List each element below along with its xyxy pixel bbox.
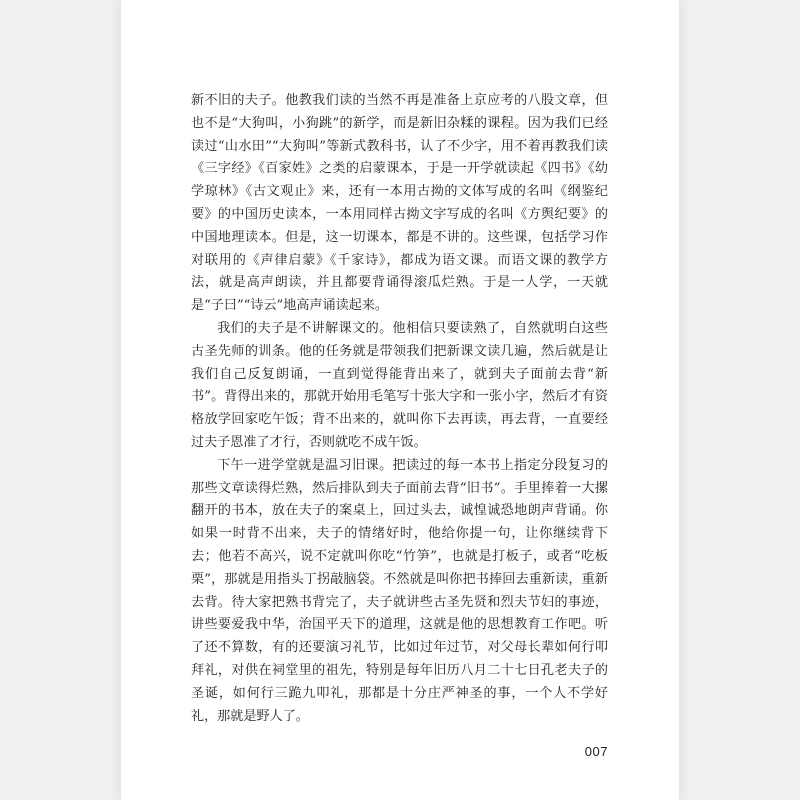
book-page: [121, 0, 679, 800]
paragraph-1: 新不旧的夫子。他教我们读的当然不再是准备上京应考的八股文章，但也不是“大狗叫，小狗跳”的新学，而是新旧杂糅的课程。因为我们已经读过“山水田”“大狗叫”等新式教科书，认了不少字，用不着再教我们读《三字经》《百家姓》之类的启蒙课本，于是一开学就读起《四书》《幼学琼林》《古文观止》来，还有一本用古拗的文体写成的名叫《纲鉴纪要》的中国历史读本，一本用同样古拗文字写成的名叫《方舆纪要》的中国地理读本。但是，这一切课本，都是不讲的。这些课，包括学习作对联用的《声律启蒙》《千家诗》，都成为语文课。而语文课的教学方法，就是高声朗读，并且都要背诵得滚瓜烂熟。于是一人学，一天就是“子曰”“诗云”地高声诵读起来。: [191, 93, 608, 314]
page-number: 007: [584, 744, 608, 759]
paragraph-2: 我们的夫子是不讲解课文的。他相信只要读熟了，自然就明白这些古圣先师的训条。他的任务就是带领我们把新课文读几遍，然后就是让我们自己反复朗诵，一直到觉得能背出来了，就到夫子面前去背“新书”。背得出来的，那就开始用毛笔写十张大字和一张小字，然后才有资格放学回家吃午饭；背不出来的，就叫你下去再读，再去背，一直要经过夫子恩准了才行，否则就吃不成午饭。: [191, 320, 608, 450]
paragraph-3: 下午一进学堂就是温习旧课。把读过的每一本书上指定分段复习的那些文章读得烂熟，然后排队到夫子面前去背“旧书”。手里捧着一大摞翻开的书本，放在夫子的案桌上，回过头去，诚惶诚恐地朗声背诵。你如果一时背不出来，夫子的情绪好时，他给你提一句，让你继续背下去；他若不高兴，说不定就叫你吃“竹笋”，也就是打板子，或者“吃板栗”，那就是用指头丁拐敲脑袋。不然就是叫你把书捧回去重新读，重新去背。待大家把熟书背完了，夫子就讲些古圣先贤和烈夫节妇的事迹，讲些要爱我中华，治国平天下的道理，这就是他的思想教育工作吧。听了还不算数，有的还要演习礼节，比如过年过节，对父母长辈如何行叩拜礼，对供在祠堂里的祖先，特别是每年旧历八月二十七日孔老夫子的圣诞，如何行三跪九叩礼，那都是十分庄严神圣的事，一个人不学好礼，那就是野人了。: [191, 457, 608, 724]
body-text: [191, 90, 608, 728]
